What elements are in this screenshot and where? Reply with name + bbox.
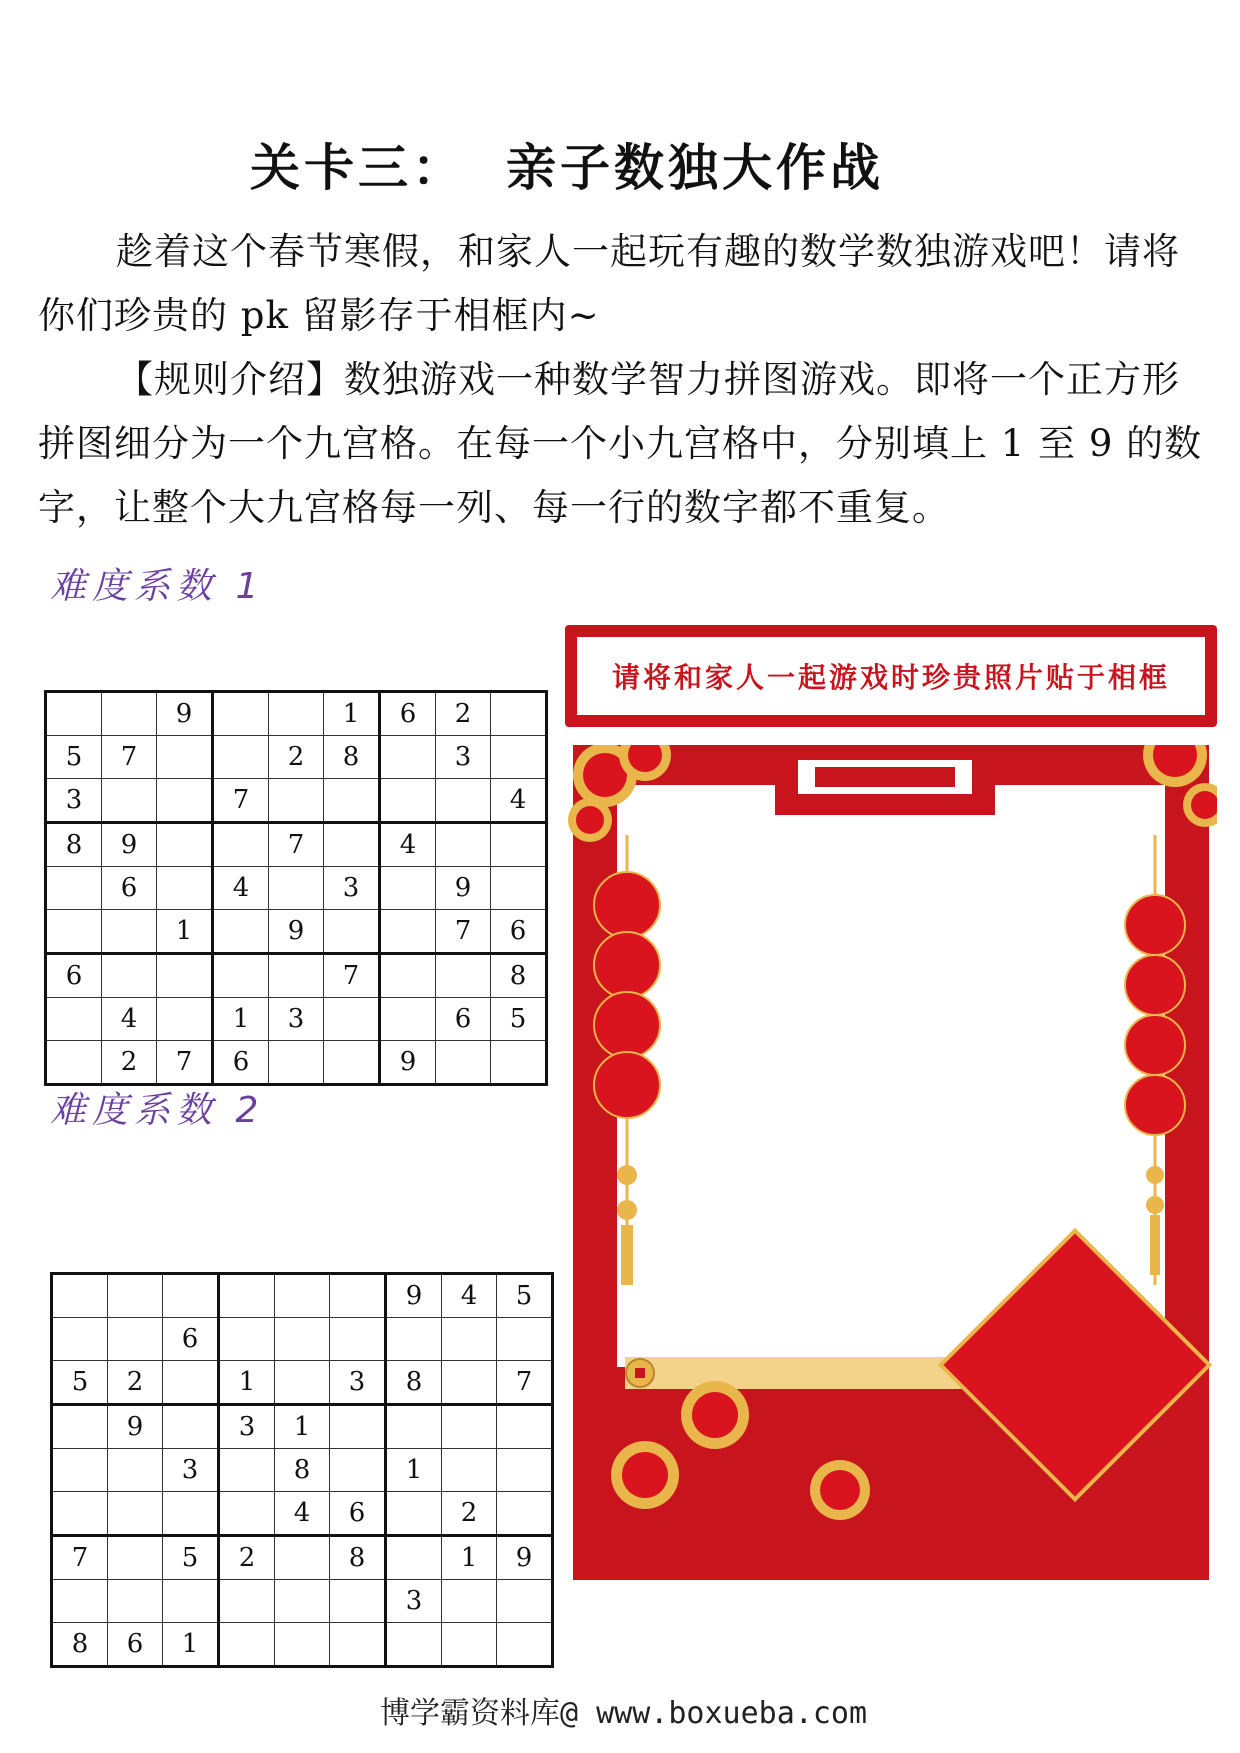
sudoku-row <box>52 1274 553 1318</box>
sudoku-cell <box>219 1274 275 1318</box>
sudoku-cell: 5 <box>163 1536 219 1580</box>
intro-paragraph <box>38 220 1208 348</box>
sudoku-cell: 5 <box>497 1274 553 1318</box>
sudoku-cell: 9 <box>436 867 491 910</box>
sudoku-cell: 4 <box>275 1492 330 1536</box>
sudoku-cell: 1 <box>442 1536 497 1580</box>
sudoku-cell <box>442 1318 497 1361</box>
frame-top-ornament <box>775 745 995 815</box>
sudoku-cell <box>497 1580 553 1623</box>
sudoku-cell <box>213 910 269 954</box>
difficulty-label-2: 难度系数 2 <box>50 1090 265 1131</box>
sudoku-cell: 8 <box>386 1361 442 1405</box>
sudoku-cell <box>491 736 547 779</box>
sudoku-cell: 6 <box>330 1492 386 1536</box>
sudoku-cell <box>269 779 324 823</box>
sudoku-cell: 7 <box>102 736 157 779</box>
sudoku-cell <box>275 1623 330 1667</box>
sudoku-cell <box>46 1041 102 1085</box>
sudoku-cell: 9 <box>269 910 324 954</box>
sudoku-cell: 2 <box>442 1492 497 1536</box>
sudoku-cell <box>52 1405 108 1449</box>
sudoku-cell <box>330 1318 386 1361</box>
sudoku-cell: 8 <box>324 736 380 779</box>
sudoku-row <box>52 1623 553 1667</box>
sudoku-cell: 4 <box>102 998 157 1041</box>
sudoku-cell: 1 <box>163 1623 219 1667</box>
sudoku-cell: 6 <box>102 867 157 910</box>
sudoku-cell <box>380 779 436 823</box>
sudoku-cell: 5 <box>52 1361 108 1405</box>
sudoku-row <box>46 692 547 736</box>
sudoku-cell <box>324 910 380 954</box>
sudoku-row <box>46 736 547 779</box>
sudoku-cell: 3 <box>219 1405 275 1449</box>
sudoku-cell <box>386 1405 442 1449</box>
sudoku-cell <box>157 867 213 910</box>
sudoku-cell <box>324 779 380 823</box>
sudoku-cell: 8 <box>52 1623 108 1667</box>
sudoku-cell <box>324 998 380 1041</box>
title-level: 关卡三： <box>250 139 466 197</box>
sudoku-cell: 9 <box>497 1536 553 1580</box>
sudoku-cell: 1 <box>324 692 380 736</box>
sudoku-cell: 6 <box>491 910 547 954</box>
sudoku-cell: 9 <box>108 1405 163 1449</box>
sudoku-cell: 1 <box>275 1405 330 1449</box>
sudoku-row <box>46 998 547 1041</box>
sudoku-cell <box>163 1361 219 1405</box>
page-title <box>250 128 1010 200</box>
sudoku-cell <box>497 1449 553 1492</box>
title-name: 亲子数独大作战 <box>506 139 884 197</box>
sudoku-cell <box>330 1274 386 1318</box>
sudoku-cell <box>275 1274 330 1318</box>
sudoku-cell <box>491 823 547 867</box>
sudoku-row <box>52 1580 553 1623</box>
sudoku-cell: 2 <box>108 1361 163 1405</box>
sudoku-cell <box>442 1580 497 1623</box>
rules-text: 【规则介绍】数独游戏一种数学智力拼图游戏。即将一个正方形拼图细分为一个九宫格。在每一个小九宫格中，分别填上 1 至 9 的数字，让整个大九宫格每一列、每一行的数字都不重复。 <box>38 358 1203 529</box>
sudoku-cell <box>52 1274 108 1318</box>
sudoku-row <box>46 867 547 910</box>
sudoku-cell <box>386 1492 442 1536</box>
photo-banner <box>565 625 1217 727</box>
sudoku-cell: 7 <box>497 1361 553 1405</box>
sudoku-cell <box>46 998 102 1041</box>
sudoku-cell <box>497 1318 553 1361</box>
sudoku-cell <box>102 954 157 998</box>
sudoku-cell <box>219 1449 275 1492</box>
sudoku-cell: 7 <box>52 1536 108 1580</box>
sudoku-cell: 2 <box>102 1041 157 1085</box>
sudoku-row <box>52 1492 553 1536</box>
sudoku-cell <box>275 1318 330 1361</box>
sudoku-cell: 1 <box>213 998 269 1041</box>
sudoku-cell <box>108 1492 163 1536</box>
sudoku-cell: 3 <box>324 867 380 910</box>
sudoku-cell <box>163 1274 219 1318</box>
sudoku-cell <box>219 1623 275 1667</box>
sudoku-row <box>46 1041 547 1085</box>
sudoku-cell <box>330 1623 386 1667</box>
sudoku-cell <box>380 910 436 954</box>
sudoku-cell: 9 <box>157 692 213 736</box>
sudoku-cell <box>46 910 102 954</box>
sudoku-grid-2 <box>50 1272 554 1668</box>
sudoku-cell <box>497 1623 553 1667</box>
sudoku-cell <box>108 1536 163 1580</box>
sudoku-cell <box>436 823 491 867</box>
sudoku-cell: 3 <box>269 998 324 1041</box>
sudoku-cell: 1 <box>219 1361 275 1405</box>
photo-frame <box>565 745 1217 1580</box>
sudoku-cell <box>269 1041 324 1085</box>
sudoku-cell <box>102 692 157 736</box>
sudoku-row <box>52 1361 553 1405</box>
sudoku-cell <box>102 910 157 954</box>
sudoku-cell <box>52 1449 108 1492</box>
sudoku-cell <box>330 1449 386 1492</box>
sudoku-cell: 3 <box>46 779 102 823</box>
sudoku-cell <box>442 1405 497 1449</box>
sudoku-cell <box>269 954 324 998</box>
sudoku-cell: 7 <box>157 1041 213 1085</box>
sudoku-cell: 4 <box>442 1274 497 1318</box>
sudoku-cell <box>380 998 436 1041</box>
sudoku-cell: 8 <box>491 954 547 998</box>
sudoku-cell <box>386 1536 442 1580</box>
sudoku-cell <box>157 736 213 779</box>
sudoku-cell: 7 <box>324 954 380 998</box>
rules-paragraph <box>38 348 1208 540</box>
watermark: 博学霸资料库@ www.boxueba.com <box>380 1696 868 1731</box>
sudoku-cell <box>436 1041 491 1085</box>
sudoku-grid-1 <box>44 690 548 1086</box>
sudoku-cell: 6 <box>46 954 102 998</box>
sudoku-row <box>46 823 547 867</box>
sudoku-cell <box>275 1580 330 1623</box>
sudoku-cell <box>386 1623 442 1667</box>
sudoku-cell <box>269 692 324 736</box>
sudoku-cell <box>497 1492 553 1536</box>
sudoku-cell <box>52 1492 108 1536</box>
sudoku-cell <box>269 867 324 910</box>
sudoku-cell: 6 <box>163 1318 219 1361</box>
sudoku-cell <box>213 954 269 998</box>
sudoku-cell: 6 <box>436 998 491 1041</box>
sudoku-cell <box>497 1405 553 1449</box>
sudoku-cell <box>275 1361 330 1405</box>
sudoku-cell: 9 <box>102 823 157 867</box>
sudoku-cell <box>380 867 436 910</box>
sudoku-cell: 8 <box>46 823 102 867</box>
sudoku-cell <box>102 779 157 823</box>
sudoku-cell: 4 <box>380 823 436 867</box>
sudoku-cell: 3 <box>436 736 491 779</box>
difficulty-label-1: 难度系数 1 <box>50 566 265 607</box>
sudoku-cell <box>108 1580 163 1623</box>
sudoku-cell <box>213 736 269 779</box>
sudoku-row <box>52 1405 553 1449</box>
sudoku-cell: 4 <box>491 779 547 823</box>
sudoku-cell <box>442 1449 497 1492</box>
sudoku-cell: 7 <box>436 910 491 954</box>
sudoku-cell <box>380 736 436 779</box>
sudoku-cell: 5 <box>491 998 547 1041</box>
sudoku-cell <box>442 1361 497 1405</box>
sudoku-cell: 3 <box>163 1449 219 1492</box>
sudoku-cell <box>163 1492 219 1536</box>
sudoku-cell: 7 <box>213 779 269 823</box>
sudoku-cell: 6 <box>108 1623 163 1667</box>
sudoku-cell <box>219 1318 275 1361</box>
sudoku-cell: 4 <box>213 867 269 910</box>
sudoku-cell <box>324 823 380 867</box>
sudoku-cell <box>275 1536 330 1580</box>
sudoku-row <box>46 954 547 998</box>
sudoku-cell: 3 <box>330 1361 386 1405</box>
sudoku-cell: 1 <box>157 910 213 954</box>
sudoku-cell <box>213 692 269 736</box>
sudoku-cell: 6 <box>213 1041 269 1085</box>
sudoku-cell <box>219 1492 275 1536</box>
sudoku-cell <box>386 1318 442 1361</box>
sudoku-cell <box>436 954 491 998</box>
sudoku-row <box>52 1536 553 1580</box>
photo-banner-text: 请将和家人一起游戏时珍贵照片贴于相框 <box>575 635 1207 717</box>
sudoku-cell <box>324 1041 380 1085</box>
sudoku-cell <box>330 1405 386 1449</box>
sudoku-cell <box>163 1580 219 1623</box>
sudoku-cell <box>46 692 102 736</box>
sudoku-cell: 5 <box>46 736 102 779</box>
sudoku-cell <box>219 1580 275 1623</box>
sudoku-cell <box>491 867 547 910</box>
sudoku-row <box>46 779 547 823</box>
sudoku-cell <box>157 954 213 998</box>
sudoku-cell <box>213 823 269 867</box>
sudoku-cell <box>491 692 547 736</box>
sudoku-row <box>52 1449 553 1492</box>
sudoku-cell <box>108 1449 163 1492</box>
sudoku-cell: 9 <box>380 1041 436 1085</box>
sudoku-cell <box>157 998 213 1041</box>
sudoku-cell: 2 <box>219 1536 275 1580</box>
sudoku-cell <box>380 954 436 998</box>
sudoku-cell: 3 <box>386 1580 442 1623</box>
sudoku-cell <box>436 779 491 823</box>
sudoku-cell: 8 <box>330 1536 386 1580</box>
sudoku-cell: 1 <box>386 1449 442 1492</box>
sudoku-cell <box>46 867 102 910</box>
sudoku-cell: 6 <box>380 692 436 736</box>
sudoku-cell <box>163 1405 219 1449</box>
sudoku-cell <box>442 1623 497 1667</box>
sudoku-cell: 2 <box>436 692 491 736</box>
sudoku-cell <box>491 1041 547 1085</box>
sudoku-cell <box>108 1274 163 1318</box>
sudoku-cell <box>157 779 213 823</box>
sudoku-cell: 2 <box>269 736 324 779</box>
sudoku-cell: 9 <box>386 1274 442 1318</box>
sudoku-cell <box>52 1318 108 1361</box>
sudoku-cell <box>330 1580 386 1623</box>
intro-text: 趁着这个春节寒假，和家人一起玩有趣的数学数独游戏吧！请将你们珍贵的 pk 留影存于相框内~ <box>38 230 1180 337</box>
photo-frame-area <box>565 625 1217 1580</box>
sudoku-cell <box>52 1580 108 1623</box>
sudoku-row <box>52 1318 553 1361</box>
sudoku-cell: 7 <box>269 823 324 867</box>
sudoku-cell <box>108 1318 163 1361</box>
sudoku-row <box>46 910 547 954</box>
sudoku-cell: 8 <box>275 1449 330 1492</box>
sudoku-cell <box>157 823 213 867</box>
